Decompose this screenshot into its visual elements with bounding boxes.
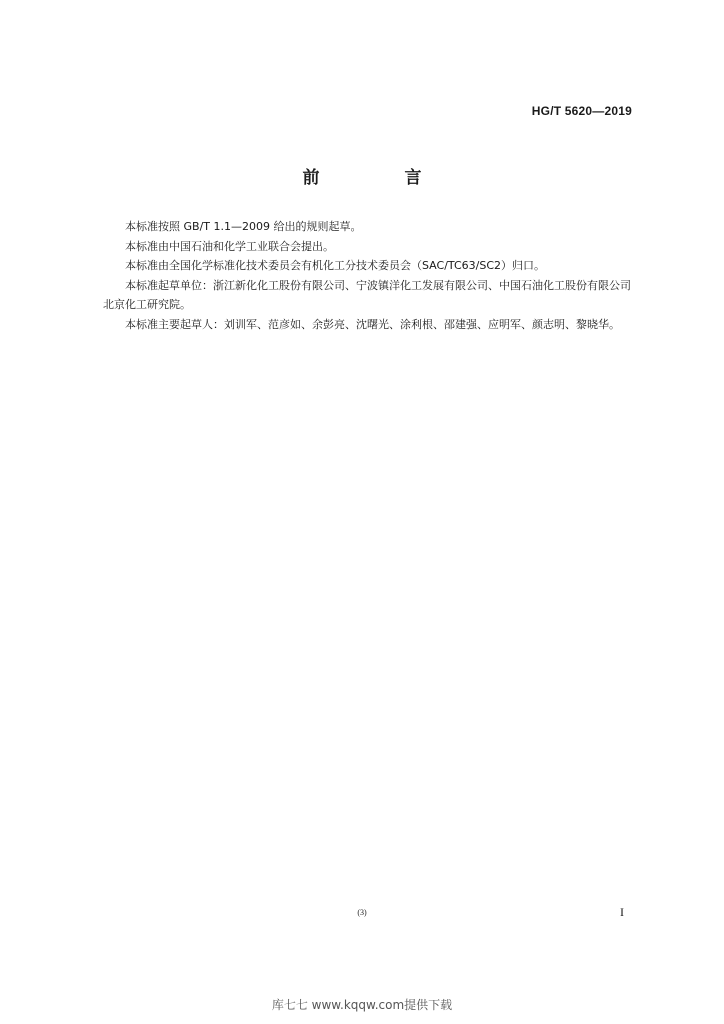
download-footer: 库七七 www.kqqw.com提供下载 (271, 998, 453, 1012)
preface-paragraph-drafting-rules: 本标准按照 GB/T 1.1—2009 给出的规则起草。 (125, 220, 362, 233)
page-marker: (3) (357, 908, 367, 917)
preface-body (103, 217, 631, 334)
preface-paragraph-technical-committee: 本标准由全国化学标准化技术委员会有机化工分技术委员会（SAC/TC63/SC2）归口。 (125, 259, 546, 272)
page-number: I (620, 905, 624, 919)
page-title: 前 言 (302, 168, 456, 188)
standard-code: HG/T 5620—2019 (531, 104, 632, 118)
preface-paragraph-proposer: 本标准由中国石油和化学工业联合会提出。 (125, 239, 334, 253)
preface-paragraph-drafting-units: 本标准起草单位：浙江新化化工股份有限公司、宁波镇洋化工发展有限公司、中国石油化工股份有限公司北京化工研究院。 (103, 278, 631, 311)
preface-paragraph-drafters: 本标准主要起草人：刘训军、范彦如、余彭亮、沈曙光、涂利根、邵建强、应明军、颜志明、黎晓华。 (125, 317, 620, 331)
